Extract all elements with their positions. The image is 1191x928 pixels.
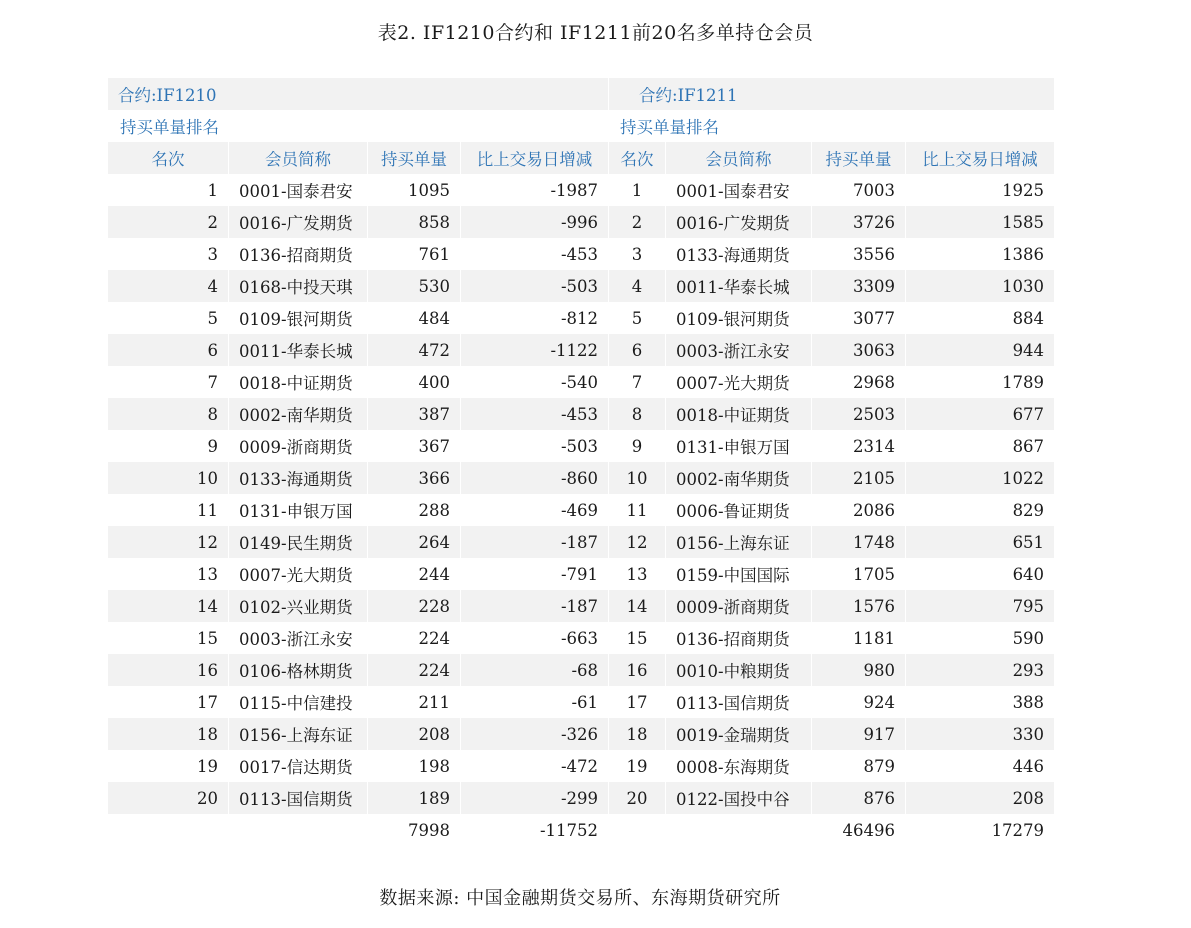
cell-volume-left: 400 (367, 366, 460, 398)
cell-volume-left: 208 (367, 718, 460, 750)
table-row (108, 430, 1054, 462)
cell-member-left: 0002-南华期货 (228, 398, 367, 430)
table-row (108, 750, 1054, 782)
cell-member-left: 0018-中证期货 (228, 366, 367, 398)
cell-volume-left: 224 (367, 622, 460, 654)
cell-member-left: 0106-格林期货 (228, 654, 367, 686)
cell-volume-left: 1095 (367, 174, 460, 206)
cell-change-left: -187 (460, 590, 608, 622)
cell-change-left: -472 (460, 750, 608, 782)
cell-rank-right: 10 (608, 462, 665, 494)
cell-rank-right: 18 (608, 718, 665, 750)
cell-rank-right: 2 (608, 206, 665, 238)
cell-volume-right: 3077 (811, 302, 905, 334)
right-contract-label: 合约:IF1211 (608, 78, 1054, 110)
cell-rank-right: 19 (608, 750, 665, 782)
cell-member-left: 0168-中投天琪 (228, 270, 367, 302)
cell-volume-right: 917 (811, 718, 905, 750)
cell-rank-right: 11 (608, 494, 665, 526)
cell-change-right: 1585 (905, 206, 1054, 238)
cell-volume-left: 761 (367, 238, 460, 270)
cell-member-left: 0003-浙江永安 (228, 622, 367, 654)
cell-change-left: -1122 (460, 334, 608, 366)
cell-change-right: 293 (905, 654, 1054, 686)
cell-member-right: 0113-国信期货 (665, 686, 811, 718)
cell-rank-right: 7 (608, 366, 665, 398)
cell-member-left: 0149-民生期货 (228, 526, 367, 558)
cell-rank-left: 10 (108, 462, 228, 494)
total-volume-left: 7998 (367, 814, 460, 846)
cell-member-left: 0115-中信建投 (228, 686, 367, 718)
cell-member-right: 0156-上海东证 (665, 526, 811, 558)
cell-member-left: 0016-广发期货 (228, 206, 367, 238)
table-row (108, 270, 1054, 302)
cell-change-right: 944 (905, 334, 1054, 366)
cell-volume-left: 211 (367, 686, 460, 718)
cell-member-right: 0133-海通期货 (665, 238, 811, 270)
total-member-left (228, 814, 367, 846)
cell-member-left: 0017-信达期货 (228, 750, 367, 782)
cell-change-right: 208 (905, 782, 1054, 814)
cell-rank-left: 20 (108, 782, 228, 814)
source-note: 数据来源: 中国金融期货交易所、东海期货研究所 (379, 888, 781, 909)
cell-rank-left: 3 (108, 238, 228, 270)
total-change-right: 17279 (905, 814, 1054, 846)
table-row (108, 558, 1054, 590)
cell-volume-right: 879 (811, 750, 905, 782)
cell-change-right: 884 (905, 302, 1054, 334)
total-change-left: -11752 (460, 814, 608, 846)
cell-volume-right: 3309 (811, 270, 905, 302)
cell-change-left: -860 (460, 462, 608, 494)
cell-change-right: 1030 (905, 270, 1054, 302)
cell-rank-right: 20 (608, 782, 665, 814)
cell-change-left: -68 (460, 654, 608, 686)
cell-change-right: 867 (905, 430, 1054, 462)
cell-member-right: 0122-国投中谷 (665, 782, 811, 814)
cell-volume-right: 1181 (811, 622, 905, 654)
cell-rank-right: 16 (608, 654, 665, 686)
cell-member-left: 0007-光大期货 (228, 558, 367, 590)
cell-member-left: 0113-国信期货 (228, 782, 367, 814)
cell-rank-left: 11 (108, 494, 228, 526)
cell-change-left: -996 (460, 206, 608, 238)
table-row (108, 398, 1054, 430)
table-row (108, 782, 1054, 814)
cell-rank-left: 12 (108, 526, 228, 558)
section-row (108, 110, 1054, 142)
cell-rank-right: 6 (608, 334, 665, 366)
cell-rank-left: 4 (108, 270, 228, 302)
cell-rank-left: 13 (108, 558, 228, 590)
cell-change-left: -469 (460, 494, 608, 526)
cell-change-right: 651 (905, 526, 1054, 558)
table-row (108, 238, 1054, 270)
cell-member-right: 0010-中粮期货 (665, 654, 811, 686)
cell-change-right: 1022 (905, 462, 1054, 494)
holdings-table (108, 78, 1054, 846)
cell-volume-right: 924 (811, 686, 905, 718)
contract-row (108, 78, 1054, 110)
cell-volume-left: 858 (367, 206, 460, 238)
cell-rank-left: 18 (108, 718, 228, 750)
cell-volume-left: 189 (367, 782, 460, 814)
cell-change-left: -812 (460, 302, 608, 334)
total-volume-right: 46496 (811, 814, 905, 846)
cell-change-right: 446 (905, 750, 1054, 782)
cell-rank-right: 14 (608, 590, 665, 622)
table-row (108, 462, 1054, 494)
cell-volume-left: 264 (367, 526, 460, 558)
cell-member-left: 0102-兴业期货 (228, 590, 367, 622)
cell-member-right: 0009-浙商期货 (665, 590, 811, 622)
cell-member-right: 0159-中国国际 (665, 558, 811, 590)
cell-rank-left: 15 (108, 622, 228, 654)
cell-volume-right: 1748 (811, 526, 905, 558)
cell-volume-right: 1705 (811, 558, 905, 590)
cell-change-left: -299 (460, 782, 608, 814)
cell-rank-left: 7 (108, 366, 228, 398)
total-rank-right (608, 814, 665, 846)
cell-member-right: 0131-申银万国 (665, 430, 811, 462)
cell-volume-right: 2968 (811, 366, 905, 398)
cell-rank-left: 6 (108, 334, 228, 366)
cell-member-left: 0131-申银万国 (228, 494, 367, 526)
cell-member-right: 0007-光大期货 (665, 366, 811, 398)
total-member-right (665, 814, 811, 846)
cell-volume-right: 7003 (811, 174, 905, 206)
cell-volume-right: 980 (811, 654, 905, 686)
cell-member-left: 0109-银河期货 (228, 302, 367, 334)
cell-member-right: 0003-浙江永安 (665, 334, 811, 366)
header-rank-right: 名次 (608, 142, 665, 174)
cell-rank-left: 5 (108, 302, 228, 334)
cell-change-right: 1789 (905, 366, 1054, 398)
cell-change-right: 330 (905, 718, 1054, 750)
cell-member-left: 0156-上海东证 (228, 718, 367, 750)
cell-rank-right: 9 (608, 430, 665, 462)
cell-rank-right: 17 (608, 686, 665, 718)
cell-member-left: 0133-海通期货 (228, 462, 367, 494)
cell-change-left: -453 (460, 238, 608, 270)
table-row (108, 622, 1054, 654)
table-row (108, 174, 1054, 206)
cell-rank-right: 13 (608, 558, 665, 590)
cell-rank-left: 1 (108, 174, 228, 206)
cell-volume-left: 472 (367, 334, 460, 366)
cell-volume-left: 530 (367, 270, 460, 302)
cell-change-left: -503 (460, 270, 608, 302)
cell-change-right: 829 (905, 494, 1054, 526)
cell-rank-left: 19 (108, 750, 228, 782)
cell-member-left: 0001-国泰君安 (228, 174, 367, 206)
cell-volume-left: 224 (367, 654, 460, 686)
cell-rank-right: 15 (608, 622, 665, 654)
header-member-left: 会员简称 (228, 142, 367, 174)
header-change-left: 比上交易日增减 (460, 142, 608, 174)
cell-volume-left: 367 (367, 430, 460, 462)
cell-member-right: 0011-华泰长城 (665, 270, 811, 302)
header-volume-left: 持买单量 (367, 142, 460, 174)
cell-volume-right: 3063 (811, 334, 905, 366)
left-section-label: 持买单量排名 (108, 110, 608, 142)
cell-rank-right: 4 (608, 270, 665, 302)
cell-rank-left: 16 (108, 654, 228, 686)
cell-change-left: -326 (460, 718, 608, 750)
table-row (108, 334, 1054, 366)
cell-member-right: 0002-南华期货 (665, 462, 811, 494)
cell-change-right: 388 (905, 686, 1054, 718)
table-row (108, 206, 1054, 238)
cell-change-right: 590 (905, 622, 1054, 654)
cell-change-left: -453 (460, 398, 608, 430)
cell-change-left: -503 (460, 430, 608, 462)
cell-volume-right: 2503 (811, 398, 905, 430)
cell-rank-left: 8 (108, 398, 228, 430)
cell-change-right: 795 (905, 590, 1054, 622)
cell-rank-right: 12 (608, 526, 665, 558)
header-change-right: 比上交易日增减 (905, 142, 1054, 174)
cell-volume-left: 366 (367, 462, 460, 494)
cell-member-left: 0011-华泰长城 (228, 334, 367, 366)
cell-member-left: 0136-招商期货 (228, 238, 367, 270)
total-rank-left (108, 814, 228, 846)
cell-volume-right: 2086 (811, 494, 905, 526)
table-row (108, 590, 1054, 622)
header-row (108, 142, 1054, 174)
cell-member-right: 0008-东海期货 (665, 750, 811, 782)
table-row (108, 494, 1054, 526)
cell-rank-left: 9 (108, 430, 228, 462)
cell-volume-left: 244 (367, 558, 460, 590)
cell-volume-right: 1576 (811, 590, 905, 622)
cell-volume-right: 876 (811, 782, 905, 814)
cell-member-right: 0001-国泰君安 (665, 174, 811, 206)
cell-volume-left: 198 (367, 750, 460, 782)
cell-change-left: -61 (460, 686, 608, 718)
cell-volume-left: 288 (367, 494, 460, 526)
cell-member-left: 0009-浙商期货 (228, 430, 367, 462)
cell-member-right: 0016-广发期货 (665, 206, 811, 238)
cell-change-left: -663 (460, 622, 608, 654)
cell-volume-right: 3726 (811, 206, 905, 238)
header-rank-left: 名次 (108, 142, 228, 174)
cell-volume-right: 3556 (811, 238, 905, 270)
cell-rank-left: 17 (108, 686, 228, 718)
cell-change-left: -540 (460, 366, 608, 398)
cell-change-right: 1925 (905, 174, 1054, 206)
cell-member-right: 0018-中证期货 (665, 398, 811, 430)
table-row (108, 686, 1054, 718)
right-section-label: 持买单量排名 (608, 110, 1054, 142)
cell-rank-right: 8 (608, 398, 665, 430)
table-row (108, 718, 1054, 750)
cell-rank-left: 14 (108, 590, 228, 622)
cell-volume-left: 228 (367, 590, 460, 622)
cell-member-right: 0136-招商期货 (665, 622, 811, 654)
cell-change-right: 640 (905, 558, 1054, 590)
cell-volume-right: 2105 (811, 462, 905, 494)
cell-change-left: -1987 (460, 174, 608, 206)
table-row (108, 366, 1054, 398)
cell-rank-right: 3 (608, 238, 665, 270)
left-contract-label: 合约:IF1210 (108, 78, 608, 110)
cell-change-left: -187 (460, 526, 608, 558)
totals-row (108, 814, 1054, 846)
cell-volume-left: 484 (367, 302, 460, 334)
cell-member-right: 0006-鲁证期货 (665, 494, 811, 526)
header-member-right: 会员简称 (665, 142, 811, 174)
cell-change-left: -791 (460, 558, 608, 590)
cell-member-right: 0109-银河期货 (665, 302, 811, 334)
header-volume-right: 持买单量 (811, 142, 905, 174)
table-row (108, 302, 1054, 334)
cell-rank-right: 1 (608, 174, 665, 206)
table-title: 表2. IF1210合约和 IF1211前20名多单持仓会员 (377, 22, 814, 44)
cell-change-right: 1386 (905, 238, 1054, 270)
table-row (108, 654, 1054, 686)
cell-change-right: 677 (905, 398, 1054, 430)
cell-rank-right: 5 (608, 302, 665, 334)
cell-volume-left: 387 (367, 398, 460, 430)
cell-volume-right: 2314 (811, 430, 905, 462)
table-row (108, 526, 1054, 558)
cell-member-right: 0019-金瑞期货 (665, 718, 811, 750)
cell-rank-left: 2 (108, 206, 228, 238)
